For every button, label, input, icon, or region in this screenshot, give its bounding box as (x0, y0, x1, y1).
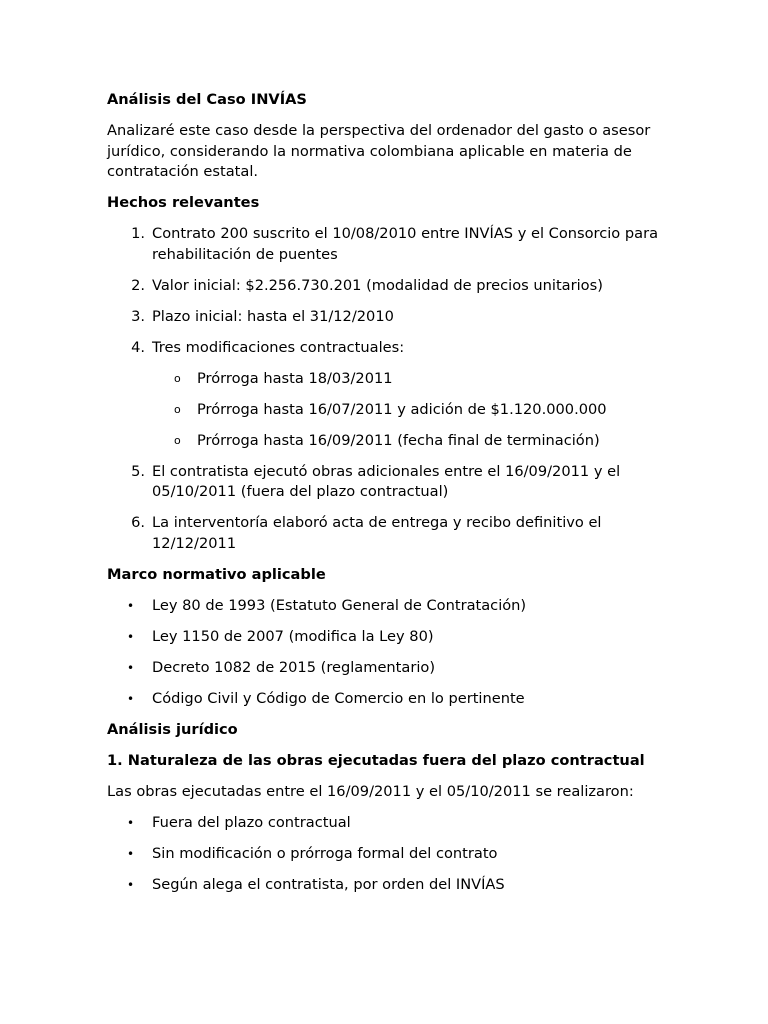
bullet-icon: • (127, 877, 135, 892)
bullet-icon: • (127, 691, 135, 706)
list-item-text: Plazo inicial: hasta el 31/12/2010 (152, 307, 394, 325)
list-item-text: Prórroga hasta 16/07/2011 y adición de $1.120.000.000 (197, 400, 607, 418)
list-item-text: Contrato 200 suscrito el 10/08/2010 entre INVÍAS y el Consorcio para rehabilitación de puentes (152, 225, 659, 263)
analisis-subheading: 1. Naturaleza de las obras ejecutadas fuera del plazo contractual (107, 751, 645, 769)
analisis-lead: Las obras ejecutadas entre el 16/09/2011 y el 05/10/2011 se realizaron: (107, 782, 634, 800)
list-item-text: Valor inicial: $2.256.730.201 (modalidad de precios unitarios) (152, 276, 603, 294)
analisis-item-1 (107, 813, 667, 834)
marco-item-4 (107, 689, 667, 710)
circle-bullet-icon: o (174, 433, 181, 447)
bullet-icon: • (127, 815, 135, 830)
marco-list (107, 596, 667, 710)
hechos-item-3 (107, 307, 667, 328)
list-item-text: El contratista ejecutó obras adicionales entre el 16/09/2011 y el 05/10/2011 (fuera del plazo contractual) (152, 462, 621, 500)
hechos-item-1 (107, 224, 667, 265)
hechos-item-4 (107, 338, 667, 452)
list-item-text: Ley 80 de 1993 (Estatuto General de Contratación) (152, 596, 527, 614)
list-number: 2. (131, 276, 145, 294)
list-number: 4. (131, 338, 145, 356)
list-item-text: Ley 1150 de 2007 (modifica la Ley 80) (152, 627, 434, 645)
marco-heading: Marco normativo aplicable (107, 565, 326, 583)
document-body (107, 90, 667, 906)
modificaciones-list (152, 369, 667, 452)
hechos-heading: Hechos relevantes (107, 194, 260, 211)
analisis-heading: Análisis jurídico (107, 720, 238, 738)
list-item-text: Prórroga hasta 18/03/2011 (197, 369, 393, 387)
list-item-text: Sin modificación o prórroga formal del contrato (152, 844, 498, 862)
marco-item-3 (107, 658, 667, 679)
hechos-item-2 (107, 276, 667, 297)
analisis-item-3 (107, 875, 667, 896)
hechos-item-5 (107, 462, 667, 503)
list-item-text: Según alega el contratista, por orden del INVÍAS (152, 875, 505, 893)
bullet-icon: • (127, 598, 135, 613)
intro-paragraph: Analizaré este caso desde la perspectiva del ordenador del gasto o asesor jurídico, considerando la normativa colombiana aplicable en materia de contratación estatal. (107, 122, 651, 180)
modificacion-item-3 (152, 431, 667, 452)
list-number: 6. (131, 514, 145, 531)
analisis-list (107, 813, 667, 896)
circle-bullet-icon: o (174, 402, 181, 416)
circle-bullet-icon: o (174, 371, 181, 385)
list-item-text: La interventoría elaboró acta de entrega y recibo definitivo el 12/12/2011 (152, 514, 602, 552)
hechos-item-6 (107, 513, 667, 554)
list-item-text: Tres modificaciones contractuales: (152, 338, 405, 356)
bullet-icon: • (127, 660, 135, 675)
list-number: 3. (131, 307, 145, 325)
list-item-text: Fuera del plazo contractual (152, 813, 351, 831)
document-title: Análisis del Caso INVÍAS (107, 91, 307, 108)
modificacion-item-1 (152, 369, 667, 390)
list-item-text: Prórroga hasta 16/09/2011 (fecha final de terminación) (197, 431, 600, 449)
list-number: 1. (131, 225, 145, 242)
analisis-item-2 (107, 844, 667, 865)
marco-item-2 (107, 627, 667, 648)
marco-item-1 (107, 596, 667, 617)
list-item-text: Decreto 1082 de 2015 (reglamentario) (152, 658, 436, 676)
bullet-icon: • (127, 629, 135, 644)
list-number: 5. (131, 462, 145, 480)
list-item-text: Código Civil y Código de Comercio en lo pertinente (152, 689, 525, 707)
modificacion-item-2 (152, 400, 667, 421)
hechos-list (107, 224, 667, 554)
bullet-icon: • (127, 846, 135, 861)
